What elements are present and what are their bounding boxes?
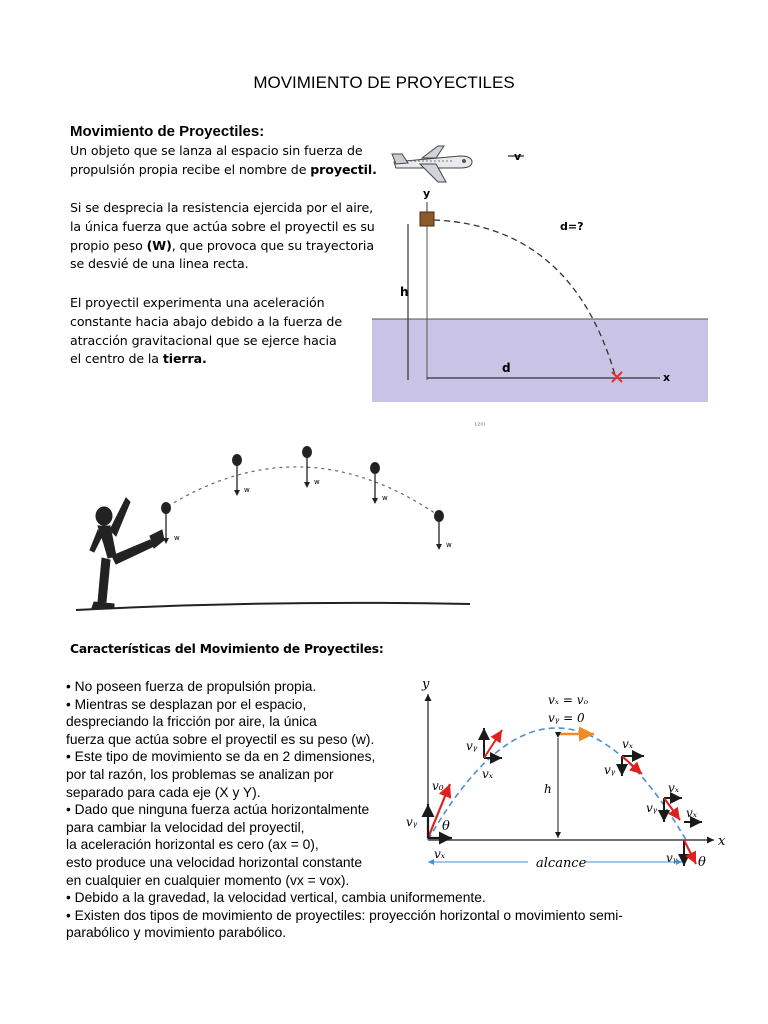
ball-position xyxy=(370,462,388,504)
distance-question-label: d=? xyxy=(560,220,584,233)
text-line: se desvié de una linea recta. xyxy=(70,256,249,272)
list-item: para cambiar la velocidad del proyectil, xyxy=(66,819,305,835)
text-line: el centro de la tierra. xyxy=(70,351,207,367)
ground-region xyxy=(372,319,708,402)
velocity-arrow xyxy=(622,756,642,774)
bold-term: (W) xyxy=(146,237,172,253)
list-item: en cualquier en cualquier momento (vx = vox). xyxy=(66,872,350,888)
list-item: esto produce una velocidad horizontal constante xyxy=(66,854,363,870)
paragraph-acceleration xyxy=(70,294,342,369)
paragraph-definition xyxy=(70,142,377,180)
velocity-arrow xyxy=(484,730,502,758)
distance-label: d xyxy=(502,361,511,375)
vx-label: vₓ xyxy=(622,737,634,751)
vy-label: vᵧ xyxy=(666,851,678,865)
ball-position xyxy=(232,454,250,496)
text-line: propulsión propia recibe el nombre de proyectil. xyxy=(70,161,377,177)
weight-label: w xyxy=(314,478,320,486)
section-heading: Movimiento de Proyectiles: xyxy=(70,123,265,140)
x-axis-label: x xyxy=(718,834,726,849)
theta-label: θ xyxy=(698,855,706,870)
v0-label: v₀ xyxy=(432,779,444,793)
list-item: • No poseen fuerza de propulsión propia. xyxy=(66,679,317,694)
ball-trajectory xyxy=(162,467,442,518)
weight-label: w xyxy=(174,534,180,542)
ball-position xyxy=(302,446,320,488)
list-item: • Este tipo de movimiento se da en 2 dimensiones, xyxy=(66,749,376,765)
text-line: atracción gravitacional que se ejerce hacia xyxy=(70,332,337,348)
height-label: h xyxy=(544,782,552,796)
vx-label: vₓ xyxy=(434,847,446,861)
y-axis-label: y xyxy=(423,187,431,200)
theta-label: θ xyxy=(442,819,450,834)
vy-label: vᵧ xyxy=(466,739,478,753)
vx-label: vₓ xyxy=(686,806,698,820)
list-item: fuerza que actúa sobre el proyectil es su peso (w). xyxy=(66,731,375,747)
vx-label: vₓ xyxy=(482,767,494,781)
section-heading: Características del Movimiento de Proyectiles: xyxy=(70,642,384,656)
list-item: • Mientras se desplazan por el espacio, xyxy=(66,696,307,712)
list-item: • Dado que ninguna fuerza actúa horizontalmente xyxy=(66,802,370,818)
parabolic-motion-diagram xyxy=(398,672,760,878)
weight-label: w xyxy=(446,541,452,549)
weight-label: w xyxy=(244,486,250,494)
svg-text:¹²⁰⁾: ¹²⁰⁾ xyxy=(474,421,486,430)
airplane-icon xyxy=(392,146,472,182)
text-line: la única fuerza que actúa sobre el proyectil es su xyxy=(70,218,375,234)
velocity-label: v xyxy=(514,150,522,163)
list-item: • Debido a la gravedad, la velocidad vertical, cambia uniformemente. xyxy=(66,890,486,906)
stray-mark xyxy=(474,417,498,431)
ground-line xyxy=(76,603,470,610)
text-line: Un objeto que se lanza al espacio sin fuerza de xyxy=(70,143,363,158)
range-label: alcance xyxy=(536,856,587,871)
text-line: propio peso (W), que provoca que su trayectoria xyxy=(70,237,374,253)
package-box xyxy=(420,212,434,226)
paragraph-weight xyxy=(70,199,375,274)
airplane-drop-figure xyxy=(372,138,708,402)
vy-label: vᵧ xyxy=(646,801,658,815)
velocity-arrow xyxy=(684,840,696,864)
velocity-arrow xyxy=(664,798,680,820)
list-item: separado para cada eje (X y Y). xyxy=(66,784,261,800)
x-axis-label: x xyxy=(663,371,671,384)
vx-label: vₓ xyxy=(668,781,680,795)
y-axis-label: y xyxy=(422,677,430,692)
bold-term: tierra. xyxy=(162,351,207,367)
kick-trajectory-figure xyxy=(70,440,478,616)
text-line: constante hacia abajo debido a la fuerza de xyxy=(70,313,342,329)
vx-equals-vo-label: vₓ = vₒ xyxy=(548,693,589,707)
list-item: por tal razón, los problemas se analizan por xyxy=(66,766,334,782)
football-player-icon xyxy=(90,498,164,608)
vy-label: vᵧ xyxy=(604,763,616,777)
list-item: parabólico y movimiento parabólico. xyxy=(66,925,287,941)
list-item: despreciando la fricción por aire, la única xyxy=(66,714,317,730)
text-line: Si se desprecia la resistencia ejercida por el aire, xyxy=(70,200,374,215)
vy-equals-zero-label: vᵧ = 0 xyxy=(548,711,585,725)
list-item: • Existen dos tipos de movimiento de proyectiles: proyección horizontal o movimiento semi- xyxy=(66,907,623,923)
page-title: MOVIMIENTO DE PROYECTILES xyxy=(253,73,515,92)
ball-position xyxy=(434,510,452,550)
weight-label: w xyxy=(382,494,388,502)
bold-term: proyectil. xyxy=(310,161,377,177)
text-line: El proyectil experimenta una aceleración xyxy=(70,295,325,310)
list-item: la aceleración horizontal es cero (ax = 0), xyxy=(66,837,319,853)
vy-label: vᵧ xyxy=(406,815,418,829)
height-label: h xyxy=(400,285,409,299)
